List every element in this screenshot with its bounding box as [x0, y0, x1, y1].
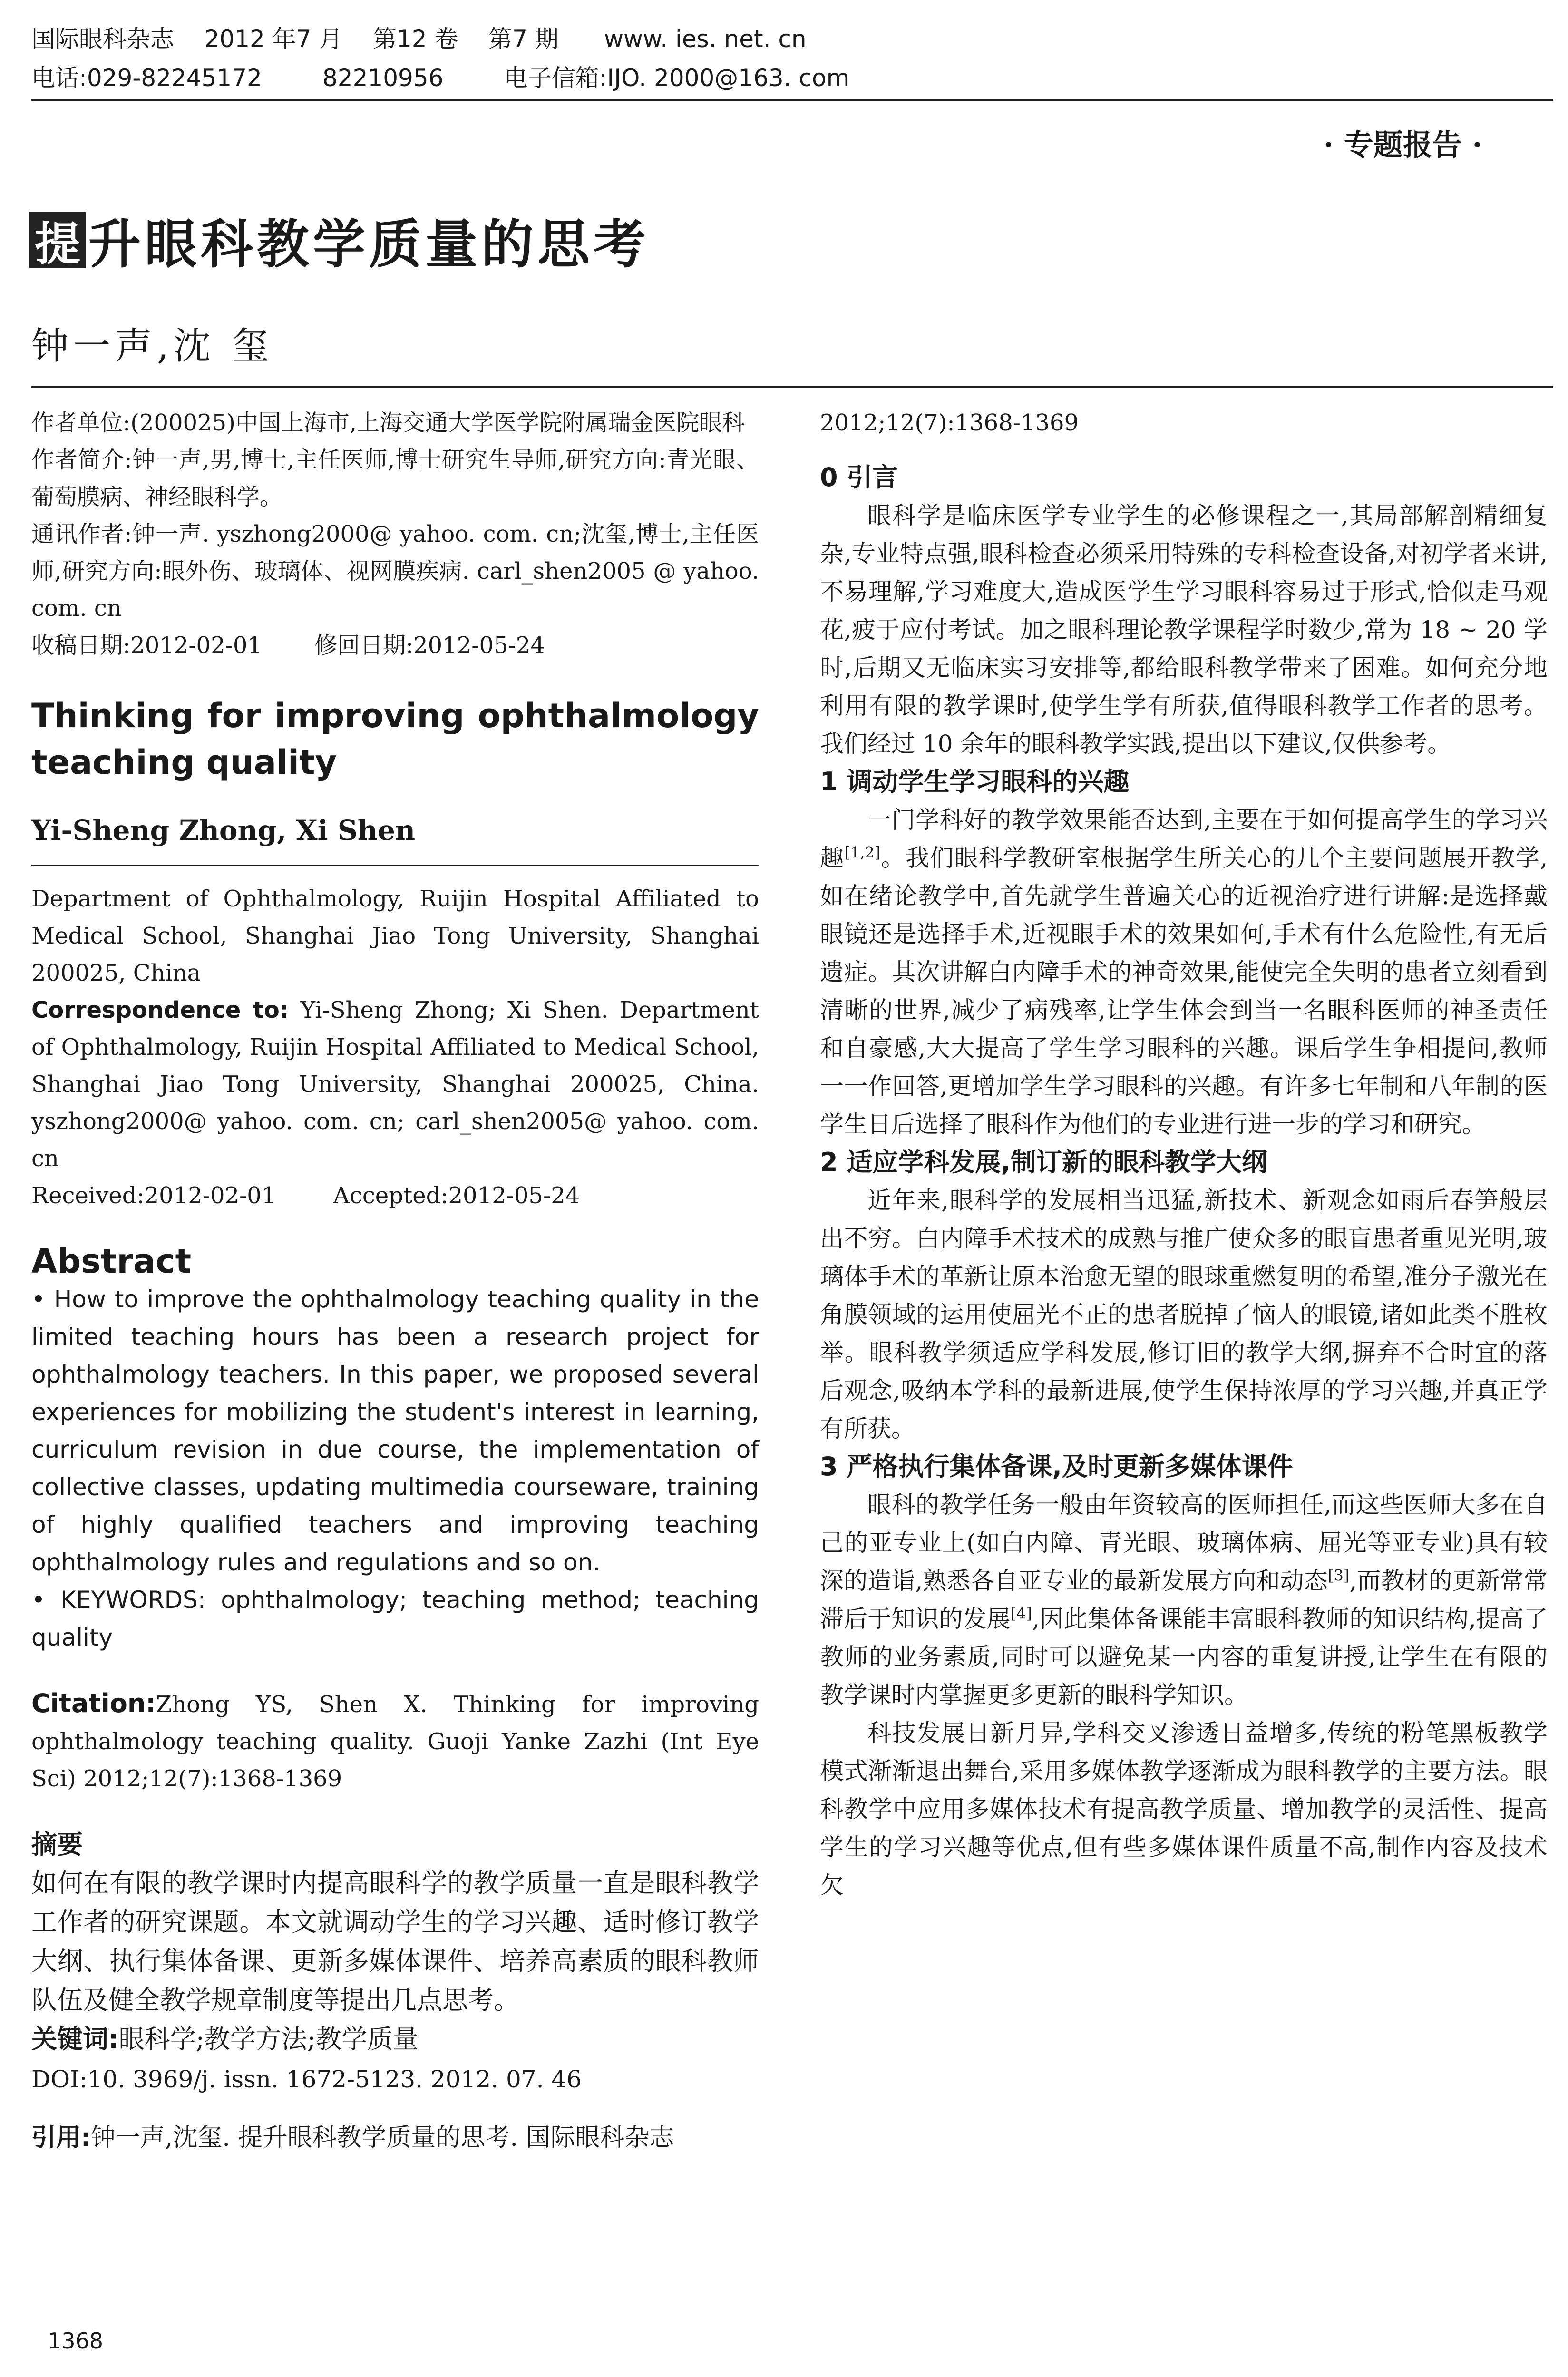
cn-abstract: 如何在有限的教学课时内提高眼科学的教学质量一直是眼科教学工作者的研究课题。本文就调动学生的学习兴趣、适时修订教学大纲、执行集体备课、更新多媒体课件、培养高素质的眼科教师队伍及健全教学规章制度等提出几点思考。	[31, 1868, 759, 2015]
ref-1-2[interactable]: [1,2]	[844, 843, 881, 862]
english-correspondence: Correspondence to: Yi-Sheng Zhong; Xi Shen. Department of Ophthalmology, Ruijin Hospital Affiliated to Medical School, Shanghai Jiao Tong University, Shanghai 200025, China. yszhong2000@ yahoo. com. cn; carl_shen2005@ yahoo. com. cn	[31, 997, 760, 1172]
article-title	[29, 205, 650, 276]
section-3-paragraph-1: 眼科的教学任务一般由年资较高的医师担任,而这些医师大多在自己的亚专业上(如白内障、青光眼、玻璃体病、屈光等亚专业)具有较深的造诣,熟悉各自亚专业的最新发展方向和动态[3],而教材的更新常常滞后于知识的发展[4],因此集体备课能丰富眼科教师的知识结构,提高了教师的业务素质,同时可以避免某一内容的重复讲授,让学生在有限的教学课时内掌握更多更新的眼科学知识。	[820, 1491, 1548, 1709]
cn-cite: 引用:钟一声,沈玺. 提升眼科教学质量的思考. 国际眼科杂志	[31, 2124, 674, 2152]
keywords: • KEYWORDS: ophthalmology; teaching method; teaching quality	[31, 1586, 759, 1651]
english-dates: Received:2012-02-01 Accepted:2012-05-24	[31, 1182, 580, 1209]
cn-keywords: 关键词:眼科学;教学方法;教学质量	[31, 2024, 419, 2054]
cn-cite-continued: 2012;12(7):1368-1369	[820, 409, 1079, 436]
right-column	[820, 404, 1548, 1904]
section-2-heading: 2 适应学科发展,制订新的眼科教学大纲	[820, 1147, 1267, 1177]
english-authors: Yi-Sheng Zhong, Xi Shen	[31, 814, 416, 847]
section-tag: · 专题报告 ·	[1323, 127, 1482, 162]
section-1-paragraph: 一门学科好的教学效果能否达到,主要在于如何提高学生的学习兴趣[1,2]。我们眼科学教研室根据学生所关心的几个主要问题展开教学,如在绪论教学中,首先就学生普遍关心的近视治疗进行讲解:是选择戴眼镜还是选择手术,近视眼手术的效果如何,手术有什么危险性,有无后遗症。其次讲解白内障手术的神奇效果,能使完全失明的患者立刻看到清晰的世界,减少了病残率,让学生体会到当一名眼科医师的神圣责任和自豪感,大大提高了学生学习眼科的兴趣。课后学生争相提问,教师一一作回答,更增加学生学习眼科的兴趣。有许多七年制和八年制的医学生日后选择了眼科作为他们的专业进行进一步的学习和研究。	[820, 806, 1548, 1138]
journal-header-line1: 国际眼科杂志 2012 年7 月 第12 卷 第7 期 www. ies. net. cn	[31, 25, 807, 53]
section-0-heading: 0 引言	[820, 462, 898, 492]
section-0-paragraph: 眼科学是临床医学专业学生的必修课程之一,其局部解剖精细复杂,专业特点强,眼科检查必须采用特殊的专科检查设备,对初学者来讲,不易理解,学习难度大,造成医学生学习眼科容易过于形式,恰似走马观花,疲于应付考试。加之眼科理论教学课程学时数少,常为 18 ~ 20 学时,后期又无临床实习安排等,都给眼科教学带来了困难。如何充分地利用有限的教学课时,使学生学有所获,值得眼科教学工作者的思考。我们经过 10 余年的眼科教学实践,提出以下建议,仅供参考。	[820, 502, 1548, 758]
ref-4[interactable]: [4]	[1010, 1604, 1032, 1623]
doi: DOI:10. 3969/j. issn. 1672-5123. 2012. 07. 46	[31, 2065, 582, 2093]
section-3-heading: 3 严格执行集体备课,及时更新多媒体课件	[820, 1452, 1293, 1481]
correspondence-cn: 通讯作者:钟一声. yszhong2000@ yahoo. com. cn;沈玺,博士,主任医师,研究方向:眼外伤、玻璃体、视网膜疾病. carl_shen2005 @ yahoo. com. cn	[31, 521, 759, 622]
abstract-body: • How to improve the ophthalmology teaching quality in the limited teaching hours has been a research project for ophthalmology teachers. In this paper, we proposed several experiences for mobilizing the student's interest in learning, curriculum revision in due course, the implementation of collective classes, updating multimedia courseware, training of highly qualified teachers and improving teaching ophthalmology rules and regulations and so on.	[31, 1286, 759, 1576]
authors-cn: 钟一声,沈 玺	[31, 325, 274, 368]
dates-cn: 收稿日期:2012-02-01 修回日期:2012-05-24	[31, 632, 545, 659]
english-department: Department of Ophthalmology, Ruijin Hospital Affiliated to Medical School, Shanghai Jiao Tong University, Shanghai 200025, China	[31, 886, 759, 986]
author-bio: 作者简介:钟一声,男,博士,主任医师,博士研究生导师,研究方向:青光眼、葡萄膜病、神经眼科学。	[31, 447, 759, 510]
header-divider	[31, 99, 1553, 101]
title-boxed-char: 提	[29, 212, 86, 268]
citation: Citation:Zhong YS, Shen X. Thinking for improving ophthalmology teaching quality. Guoji Yanke Zazhi (Int Eye Sci) 2012;12(7):1368-1369	[31, 1688, 759, 1792]
section-2-paragraph: 近年来,眼科学的发展相当迅猛,新技术、新观念如雨后春笋般层出不穷。白内障手术技术的成熟与推广使众多的眼盲患者重见光明,玻璃体手术的革新让原本治愈无望的眼球重燃复明的希望,准分子激光在角膜领域的运用使屈光不正的患者脱掉了恼人的眼镜,诸如此类不胜枚举。眼科教学须适应学科发展,修订旧的教学大纲,摒弃不合时宜的落后观念,吸纳本学科的最新进展,使学生保持浓厚的学习兴趣,并真正学有所获。	[820, 1187, 1548, 1442]
affiliation: 作者单位:(200025)中国上海市,上海交通大学医学院附属瑞金医院眼科	[31, 409, 745, 436]
cn-abstract-heading: 摘要	[31, 1830, 83, 1860]
ref-3[interactable]: [3]	[1328, 1566, 1350, 1585]
english-title: Thinking for improving ophthalmology teaching quality	[31, 696, 759, 782]
left-column	[31, 404, 759, 2157]
title-divider	[31, 386, 1553, 388]
abstract-heading: Abstract	[31, 1242, 192, 1281]
journal-header-line2: 电话:029-82245172 82210956 电子信箱:IJO. 2000@163. com	[31, 64, 850, 92]
page-number: 1368	[48, 2328, 104, 2354]
title-text: 升眼科教学质量的思考	[88, 214, 650, 275]
section-3-paragraph-2: 科技发展日新月异,学科交叉渗透日益增多,传统的粉笔黑板教学模式渐渐退出舞台,采用多媒体教学逐渐成为眼科教学的主要方法。眼科教学中应用多媒体技术有提高教学质量、增加教学的灵活性、提高学生的学习兴趣等优点,但有些多媒体课件质量不高,制作内容及技术欠	[820, 1719, 1548, 1899]
section-1-heading: 1 调动学生学习眼科的兴趣	[820, 767, 1130, 797]
